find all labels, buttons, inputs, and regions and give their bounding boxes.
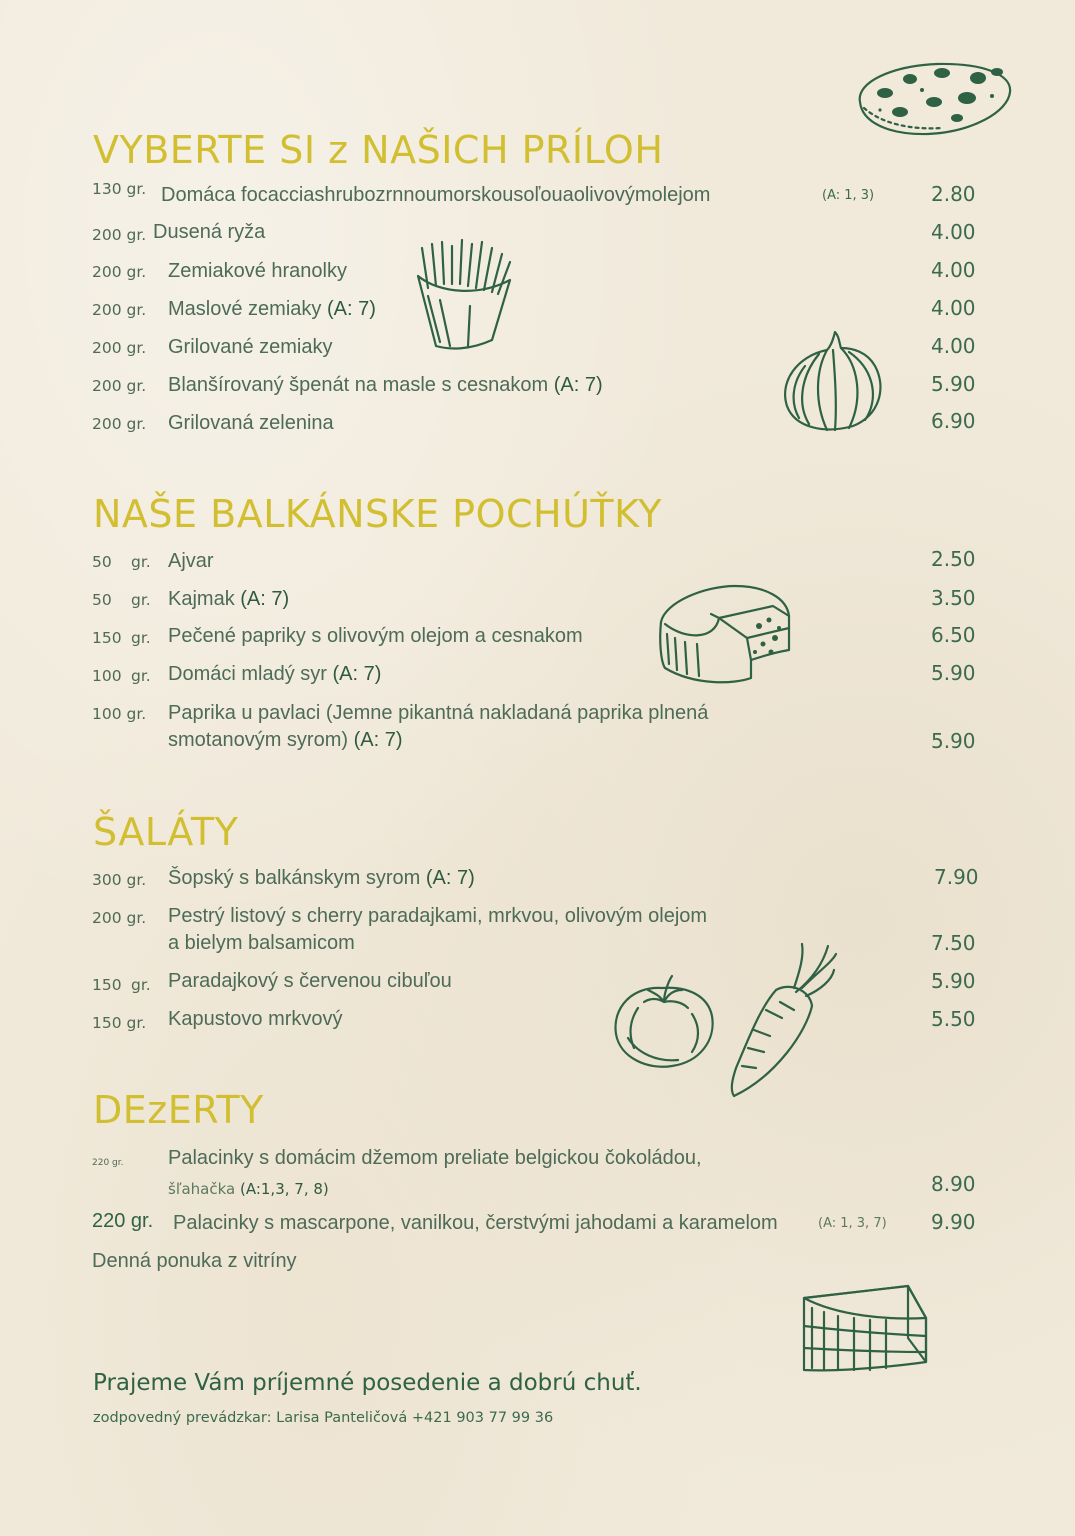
item-name: smotanovým syrom)	[168, 729, 349, 751]
item-allergen: (A: 7)	[553, 374, 603, 396]
item-name: Pečené papriky s olivovým olejom a cesnakom	[168, 625, 583, 647]
item-name: a bielym balsamicom	[168, 932, 355, 954]
item-weight: 220 gr.	[92, 1158, 124, 1168]
item-price: 5.90	[931, 729, 976, 753]
item-name-row	[168, 586, 289, 613]
item-weight-num: 50	[92, 591, 112, 609]
item-weight: 300 gr.	[92, 871, 147, 889]
item-weight: 200 gr.	[92, 377, 147, 395]
item-price: 4.00	[931, 296, 976, 320]
item-name-row	[168, 865, 475, 892]
item-weight: 220 gr.	[92, 1210, 154, 1232]
item-price: 5.50	[931, 1007, 976, 1031]
item-name: Paradajkový s červenou cibuľou	[168, 970, 452, 992]
item-weight: 130 gr.	[92, 180, 147, 198]
section-title-dezerty: DEzERTY	[93, 1088, 264, 1132]
item-name-row	[168, 1180, 329, 1198]
item-name-row	[168, 661, 381, 688]
item-price: 7.90	[934, 865, 979, 889]
item-name: Maslové zemiaky	[168, 298, 322, 320]
item-weight-num: 100	[92, 667, 122, 685]
item-name: Grilované zemiaky	[168, 336, 333, 358]
item-weight: 200 gr.	[92, 226, 147, 244]
item-name: Blanšírovaný špenát na masle s cesnakom	[168, 374, 549, 396]
section-title-balkan: NAŠE BALKÁNSKE POCHÚŤKY	[93, 492, 662, 536]
cheese-icon	[655, 578, 795, 690]
item-weight-num: 150	[92, 629, 122, 647]
item-weight-unit: gr.	[131, 976, 151, 994]
section-title-prilohy: VYBERTE SI z NAŠICH PRÍLOH	[93, 128, 664, 172]
item-allergen: (A: 7)	[326, 298, 376, 320]
item-price: 2.50	[931, 547, 976, 571]
item-name-row	[168, 727, 403, 754]
item-allergen: (A: 7)	[353, 729, 403, 751]
focaccia-icon	[852, 60, 1017, 138]
item-weight: 200 gr.	[92, 909, 147, 927]
item-price: 8.90	[931, 1172, 976, 1196]
item-name: Domáci mladý syr	[168, 663, 327, 685]
closing-wish: Prajeme Vám príjemné posedenie a dobrú chuť.	[93, 1370, 642, 1396]
item-price: 5.90	[931, 661, 976, 685]
item-price: 9.90	[931, 1210, 976, 1234]
item-price: 2.80	[931, 182, 976, 206]
item-allergen: (A: 7)	[332, 663, 382, 685]
item-weight-unit: gr.	[131, 667, 151, 685]
item-price: 5.90	[931, 969, 976, 993]
tomato-icon	[608, 968, 720, 1072]
onion-icon	[775, 326, 890, 436]
operator-info: zodpovedný prevádzkar: Larisa Panteličová +421 903 77 99 36	[93, 1410, 554, 1426]
item-weight-num: 150	[92, 976, 122, 994]
item-allergen: (A: 1, 3, 7)	[818, 1216, 887, 1231]
item-name: Kapustovo mrkvový	[168, 1008, 343, 1030]
item-name: Zemiakové hranolky	[168, 260, 347, 282]
item-weight-num: 50	[92, 553, 112, 571]
item-name: šľahačka	[168, 1180, 236, 1198]
item-weight: 200 gr.	[92, 415, 147, 433]
item-weight: 100 gr.	[92, 705, 147, 723]
item-name: Kajmak	[168, 588, 235, 610]
item-name: Domáca focacciashrubozrnnoumorskousoľouaolivovýmolejom	[161, 184, 711, 206]
item-price: 6.50	[931, 623, 976, 647]
item-name: Grilovaná zelenina	[168, 412, 334, 434]
item-price: 7.50	[931, 931, 976, 955]
item-weight: 150 gr.	[92, 1014, 147, 1032]
item-allergen: (A:1,3, 7, 8)	[239, 1180, 329, 1198]
item-name: Palacinky s domácim džemom preliate belgickou čokoládou,	[168, 1147, 702, 1169]
item-allergen: (A: 7)	[240, 588, 290, 610]
item-weight-unit: gr.	[131, 591, 151, 609]
item-weight-unit: gr.	[131, 553, 151, 571]
item-allergen: (A: 7)	[425, 867, 475, 889]
item-price: 6.90	[931, 409, 976, 433]
item-name-row	[168, 372, 603, 399]
item-price: 4.00	[931, 258, 976, 282]
item-price: 4.00	[931, 220, 976, 244]
item-price: 5.90	[931, 372, 976, 396]
item-name-row	[168, 296, 376, 323]
item-name: Šopský s balkánskym syrom	[168, 867, 421, 889]
item-weight-unit: gr.	[131, 629, 151, 647]
cake-icon	[798, 1278, 932, 1378]
item-name: Denná ponuka z vitríny	[92, 1250, 297, 1272]
item-name: Paprika u pavlaci (Jemne pikantná nakladaná paprika plnená	[168, 702, 709, 724]
item-weight: 200 gr.	[92, 339, 147, 357]
item-name: Dusená ryža	[153, 221, 266, 243]
item-price: 4.00	[931, 334, 976, 358]
item-weight: 200 gr.	[92, 301, 147, 319]
section-title-salaty: ŠALÁTY	[93, 810, 239, 854]
item-price: 3.50	[931, 586, 976, 610]
item-name: Pestrý listový s cherry paradajkami, mrkvou, olivovým olejom	[168, 905, 708, 927]
item-weight: 200 gr.	[92, 263, 147, 281]
item-allergen: (A: 1, 3)	[822, 188, 875, 203]
carrot-icon	[720, 940, 840, 1102]
item-name: Palacinky s mascarpone, vanilkou, čerstvými jahodami a karamelom	[173, 1212, 778, 1234]
item-name: Ajvar	[168, 550, 214, 572]
fries-icon	[410, 236, 520, 356]
